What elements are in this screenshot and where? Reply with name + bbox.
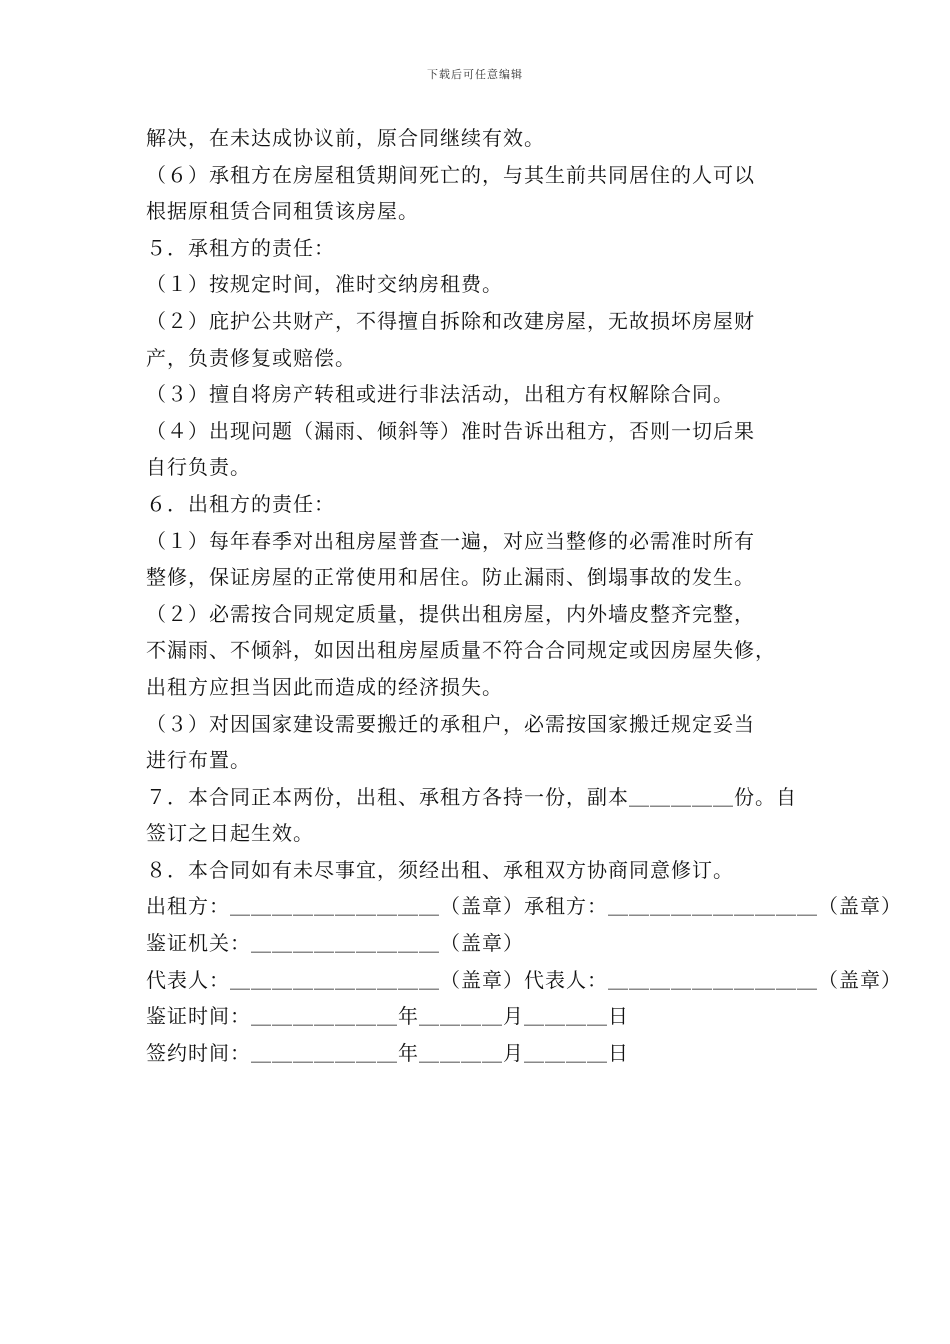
text-line: 签订之日起生效。: [146, 821, 314, 846]
text-line: 解决，在未达成协议前，原合同继续有效。: [146, 126, 545, 150]
text-line: （１）按规定时间，准时交纳房租费。: [146, 272, 503, 297]
text-line: 不漏雨、不倾斜，如因出租房屋质量不符合合同规定或因房屋失修，: [146, 638, 776, 663]
text-line: 根据原租赁合同租赁该房屋。: [146, 199, 419, 224]
text-line: ７．本合同正本两份，出租、承租方各持一份，副本＿＿＿＿＿份。自: [146, 784, 797, 809]
text-line: （３）擅自将房产转租或进行非法活动，出租方有权解除合同。: [146, 382, 734, 407]
text-line: 出租方应担当因此而造成的经济损失。: [146, 674, 503, 699]
text-line: （２）庇护公共财产，不得擅自拆除和改建房屋，无故损坏房屋财: [146, 308, 755, 333]
document-body: [146, 120, 902, 1071]
section-heading: ６．出租方的责任：: [146, 491, 335, 516]
text-line: （３）对因国家建设需要搬迁的承租户，必需按国家搬迁规定妥当: [146, 711, 755, 736]
signature-line-lessor-lessee: 出租方：＿＿＿＿＿＿＿＿＿＿（盖章）承租方：＿＿＿＿＿＿＿＿＿＿（盖章）: [146, 894, 902, 919]
text-line: 整修，保证房屋的正常使用和居住。防止漏雨、倒塌事故的发生。: [146, 565, 755, 590]
text-line: （２）必需按合同规定质量，提供出租房屋，内外墙皮整齐完整，: [146, 601, 755, 626]
text-line: （４）出现问题（漏雨、倾斜等）准时告诉出租方，否则一切后果: [146, 418, 755, 443]
date-line-signing: 签约时间：＿＿＿＿＿＿＿年＿＿＿＿月＿＿＿＿日: [146, 1040, 629, 1065]
page-header-note: 下载后可任意编辑: [427, 68, 523, 81]
text-line: 进行布置。: [146, 748, 251, 773]
text-line: 自行负责。: [146, 455, 251, 480]
text-line: （６）承租方在房屋租赁期间死亡的，与其生前共同居住的人可以: [146, 162, 755, 187]
text-line: ８．本合同如有未尽事宜，须经出租、承租双方协商同意修订。: [146, 857, 734, 882]
section-heading: ５．承租方的责任：: [146, 235, 335, 260]
date-line-verification: 鉴证时间：＿＿＿＿＿＿＿年＿＿＿＿月＿＿＿＿日: [146, 1004, 629, 1029]
text-line: 产，负责修复或赔偿。: [146, 345, 356, 370]
text-line: （１）每年春季对出租房屋普查一遍，对应当整修的必需准时所有: [146, 528, 755, 553]
signature-line-authority: 鉴证机关：＿＿＿＿＿＿＿＿＿（盖章）: [146, 931, 524, 956]
signature-line-representatives: 代表人：＿＿＿＿＿＿＿＿＿＿（盖章）代表人：＿＿＿＿＿＿＿＿＿＿（盖章）: [146, 967, 902, 992]
